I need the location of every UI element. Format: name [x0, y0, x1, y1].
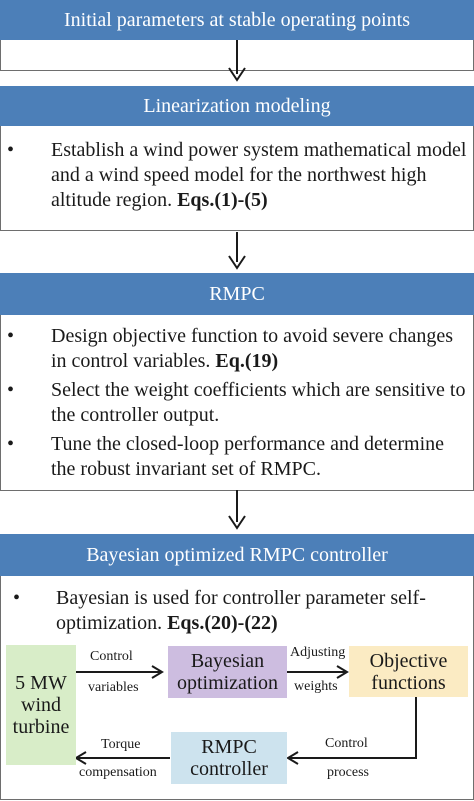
edge-label-control-process-top: Control	[325, 736, 368, 751]
edge-label-adjusting-weights-top: Adjusting	[290, 645, 346, 660]
wind-turbine-box: 5 MW wind turbine	[6, 645, 76, 765]
initial-parameters-header: Initial parameters at stable operating points	[0, 0, 474, 40]
edge-label-control-variables-top: Control	[90, 649, 133, 664]
rmpc-header: RMPC	[0, 273, 474, 315]
rmpc-bullet: • Select the weight coefficients which are sensitive to the controller output.	[7, 379, 466, 426]
edge-label-control-process-bottom: process	[327, 765, 369, 780]
bullet-dot-icon: •	[7, 139, 15, 161]
bayesian-header: Bayesian optimized RMPC controller	[0, 534, 474, 576]
bullet-dot-icon: •	[7, 433, 15, 455]
edge-label-adjusting-weights-bottom: weights	[294, 679, 338, 694]
edge-label-torque-compensation-top: Torque	[101, 737, 141, 752]
bullet-dot-icon: •	[7, 379, 15, 401]
objective-functions-box: Objective functions	[349, 646, 468, 697]
rmpc-controller-box: RMPC controller	[171, 732, 287, 784]
edge-label-control-variables-bottom: variables	[88, 680, 139, 695]
rmpc-bullet: • Tune the closed-loop performance and determine the robust invariant set of RMPC.	[7, 433, 445, 480]
bayesian-bullet: • Bayesian is used for controller parameter self-optimization. Eqs.(20)-(22)	[13, 587, 426, 634]
linearization-header: Linearization modeling	[0, 86, 474, 126]
bayesian-optimization-box: Bayesian optimization	[168, 646, 287, 698]
rmpc-bullet: • Design objective function to avoid severe changes in control variables. Eq.(19)	[7, 325, 454, 372]
bullet-dot-icon: •	[7, 325, 15, 347]
bullet-dot-icon: •	[13, 587, 21, 609]
edge-label-torque-compensation-bottom: compensation	[79, 765, 157, 780]
linearization-bullet: • Establish a wind power system mathematical model and a wind speed model for the northwest high altitude region. Eqs.(1)-(5)	[7, 139, 467, 211]
